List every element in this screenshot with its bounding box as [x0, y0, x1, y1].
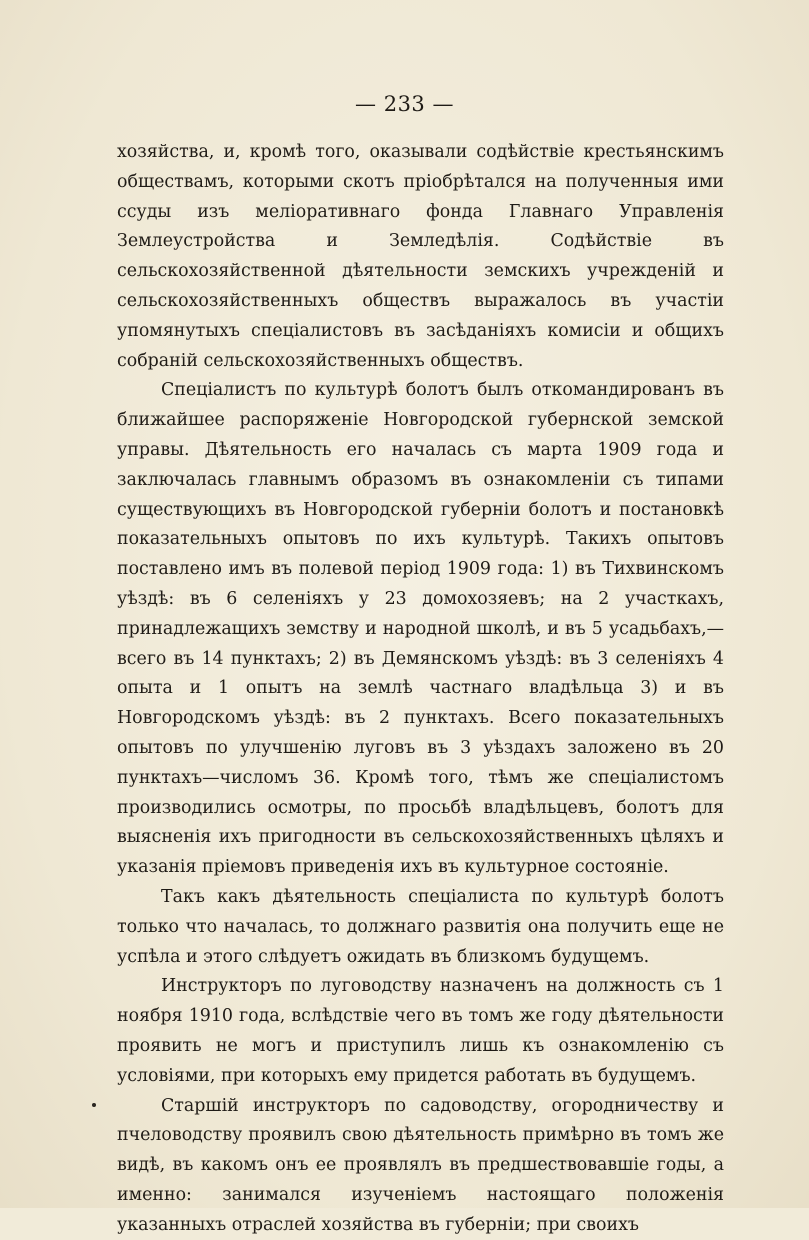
- paragraph-1: хозяйства, и, кромѣ того, оказывали содѣйствіе крестьянскимъ обществамъ, которыми скотъ пріобрѣтался на полученныя ими ссуды изъ меліоративнаго фонда Главнаго Управленія Землеустройства и Земледѣлія. Содѣйствіе въ сельскохозяйственной дѣятельности земскихъ учрежденій и сельскохозяйственныхъ обществъ выражалось въ участіи упомянутыхъ спеціалистовъ въ засѣданіяхъ комисіи и общихъ собраній сельскохозяйственныхъ обществъ.: [117, 138, 724, 376]
- page-number: — 233 —: [0, 92, 809, 116]
- paragraph-4: Инструкторъ по луговодству назначенъ на должность съ 1 ноября 1910 года, вслѣдствіе чего въ томъ же году дѣятельности проявить не могъ и приступилъ лишь къ ознакомленію съ условіями, при которыхъ ему придется работать въ будущемъ.: [117, 972, 724, 1091]
- ink-speck: [92, 1103, 96, 1107]
- paragraph-3: Такъ какъ дѣятельность спеціалиста по культурѣ болотъ только что началась, то должнаго развитія она получить еще не успѣла и этого слѣдуетъ ожидать въ близкомъ будущемъ.: [117, 883, 724, 972]
- paragraph-2: Спеціалистъ по культурѣ болотъ былъ откомандированъ въ ближайшее распоряженіе Новгородской губернской земской управы. Дѣятельность его началась съ марта 1909 года и заключалась главнымъ образомъ въ ознакомленіи съ типами существующихъ въ Новгородской губерніи болотъ и постановкѣ показательныхъ опытовъ по ихъ культурѣ. Такихъ опытовъ поставлено имъ въ полевой період 1909 года: 1) въ Тихвинскомъ уѣздѣ: въ 6 селеніяхъ у 23 домохозяевъ; на 2 участкахъ, принадлежащихъ земству и народной школѣ, и въ 5 усадьбахъ,—всего въ 14 пунктахъ; 2) въ Демянскомъ уѣздѣ: въ 3 селеніяхъ 4 опыта и 1 опытъ на землѣ частнаго владѣльца 3) и въ Новгородскомъ уѣздѣ: въ 2 пунктахъ. Всего показательныхъ опытовъ по улучшенію луговъ въ 3 уѣздахъ заложено въ 20 пунктахъ—числомъ 36. Кромѣ того, тѣмъ же спеціалистомъ производились осмотры, по просьбѣ владѣльцевъ, болотъ для выясненія ихъ пригодности въ сельскохозяйственныхъ цѣляхъ и указанія пріемовъ приведенія ихъ въ культурное состояніе.: [117, 376, 724, 883]
- body-text: [117, 138, 724, 1240]
- paragraph-5: Старшій инструкторъ по садоводству, огородничеству и пчеловодству проявилъ свою дѣятельность примѣрно въ томъ же видѣ, въ какомъ онъ ее проявлялъ въ предшествовавшіе годы, а именно: занимался изученіемъ настоящаго положенія указанныхъ отраслей хозяйства въ губерніи; при своихъ: [117, 1092, 724, 1240]
